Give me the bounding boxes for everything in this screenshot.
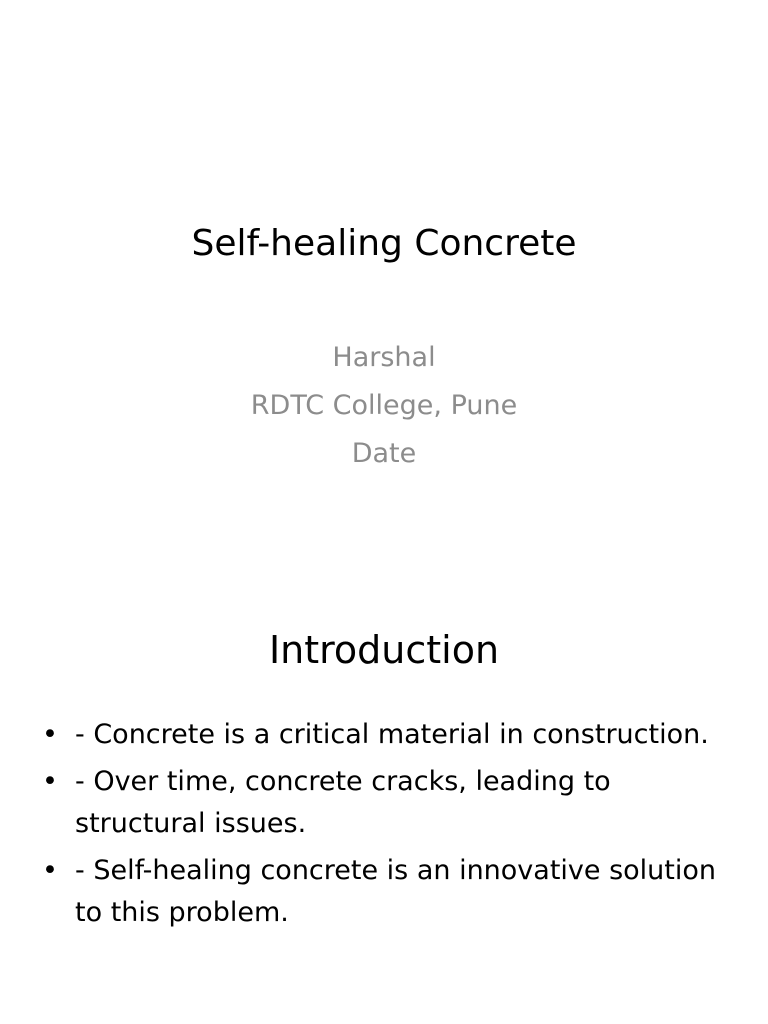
subtitle-block: [0, 334, 768, 478]
bullet-item: [40, 714, 740, 756]
bullet-item: [40, 761, 740, 845]
bullet-text: - Over time, concrete cracks, leading to structural issues.: [75, 766, 611, 839]
bullet-text: - Concrete is a critical material in construction.: [75, 719, 709, 750]
presentation-date: Date: [351, 438, 417, 469]
bullet-list: [40, 714, 740, 939]
presentation-title: Self-healing Concrete: [191, 223, 577, 264]
bullet-item: [40, 850, 740, 934]
introduction-slide: [0, 576, 768, 1024]
bullet-icon: •: [42, 719, 58, 750]
author-name: Harshal: [332, 342, 436, 373]
bullet-text: - Self-healing concrete is an innovative solution to this problem.: [75, 855, 717, 928]
institution: RDTC College, Pune: [250, 390, 518, 421]
bullet-icon: •: [42, 766, 58, 797]
slide-title: Introduction: [268, 628, 500, 672]
bullet-icon: •: [42, 855, 58, 886]
